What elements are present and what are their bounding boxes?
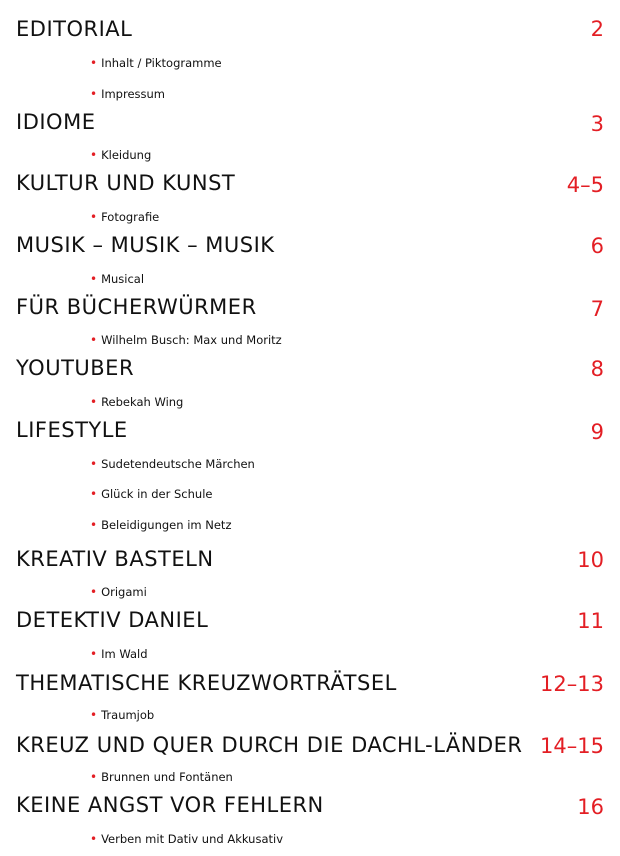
bullet-icon: • [90,708,98,722]
bullet-icon: • [90,56,98,70]
section-page-number: 3 [590,112,604,136]
subsection-label: Fotografie [101,210,160,224]
section-title: KREUZ UND QUER DURCH DIE DACHL-LÄNDER [16,733,523,757]
subsection-label: Musical [101,272,145,286]
subsection-label: Verben mit Dativ und Akkusativ [101,832,284,846]
section-page-number: 2 [590,17,604,41]
subsection-item [90,647,148,661]
subsection-item [90,518,231,532]
bullet-icon: • [90,272,98,286]
bullet-icon: • [90,395,98,409]
subsection-label: Kleidung [101,148,152,162]
subsection-item [90,457,255,471]
bullet-icon: • [90,487,98,501]
bullet-icon: • [90,148,98,162]
bullet-icon: • [90,518,98,532]
subsection-item [90,395,183,409]
section-page-number: 16 [577,795,604,819]
section-title: KULTUR UND KUNST [16,171,236,195]
subsection-item [90,148,151,162]
subsection-item [90,708,154,722]
subsection-label: Brunnen und Fontänen [101,770,233,784]
section-page-number: 12–13 [540,672,604,696]
section-title: MUSIK – MUSIK – MUSIK [16,233,275,257]
section-title: IDIOME [16,110,96,134]
bullet-icon: • [90,210,98,224]
section-title: FÜR BÜCHERWÜRMER [16,295,257,319]
subsection-label: Inhalt / Piktogramme [101,56,222,70]
subsection-label: Beleidigungen im Netz [101,518,232,532]
section-title: KEINE ANGST VOR FEHLERN [16,793,324,817]
section-page-number: 7 [590,297,604,321]
subsection-label: Origami [101,585,147,599]
section-page-number: 8 [590,357,604,381]
section-title: LIFESTYLE [16,418,128,442]
subsection-item [90,585,147,599]
section-title: YOUTUBER [16,356,135,380]
bullet-icon: • [90,333,98,347]
subsection-item [90,87,165,101]
subsection-item [90,210,159,224]
subsection-label: Impressum [101,87,165,101]
subsection-item [90,272,144,286]
bullet-icon: • [90,832,98,846]
bullet-icon: • [90,585,98,599]
section-title: EDITORIAL [16,17,133,41]
bullet-icon: • [90,87,98,101]
bullet-icon: • [90,770,98,784]
section-title: DETEKTIV DANIEL [16,608,209,632]
subsection-item [90,832,283,846]
section-title: THEMATISCHE KREUZWORTRÄTSEL [16,671,397,695]
subsection-item [90,56,222,70]
section-page-number: 11 [577,609,604,633]
section-page-number: 6 [590,234,604,258]
section-page-number: 10 [577,548,604,572]
subsection-label: Wilhelm Busch: Max und Moritz [101,333,282,347]
section-page-number: 9 [590,420,604,444]
subsection-label: Sudetendeutsche Märchen [101,457,255,471]
subsection-label: Traumjob [101,708,155,722]
subsection-item [90,487,212,501]
section-title: KREATIV BASTELN [16,547,214,571]
section-page-number: 4–5 [566,173,604,197]
subsection-item [90,333,282,347]
bullet-icon: • [90,647,98,661]
bullet-icon: • [90,457,98,471]
subsection-label: Im Wald [101,647,148,661]
subsection-item [90,770,233,784]
section-page-number: 14–15 [540,734,604,758]
subsection-label: Glück in der Schule [101,487,213,501]
subsection-label: Rebekah Wing [101,395,184,409]
